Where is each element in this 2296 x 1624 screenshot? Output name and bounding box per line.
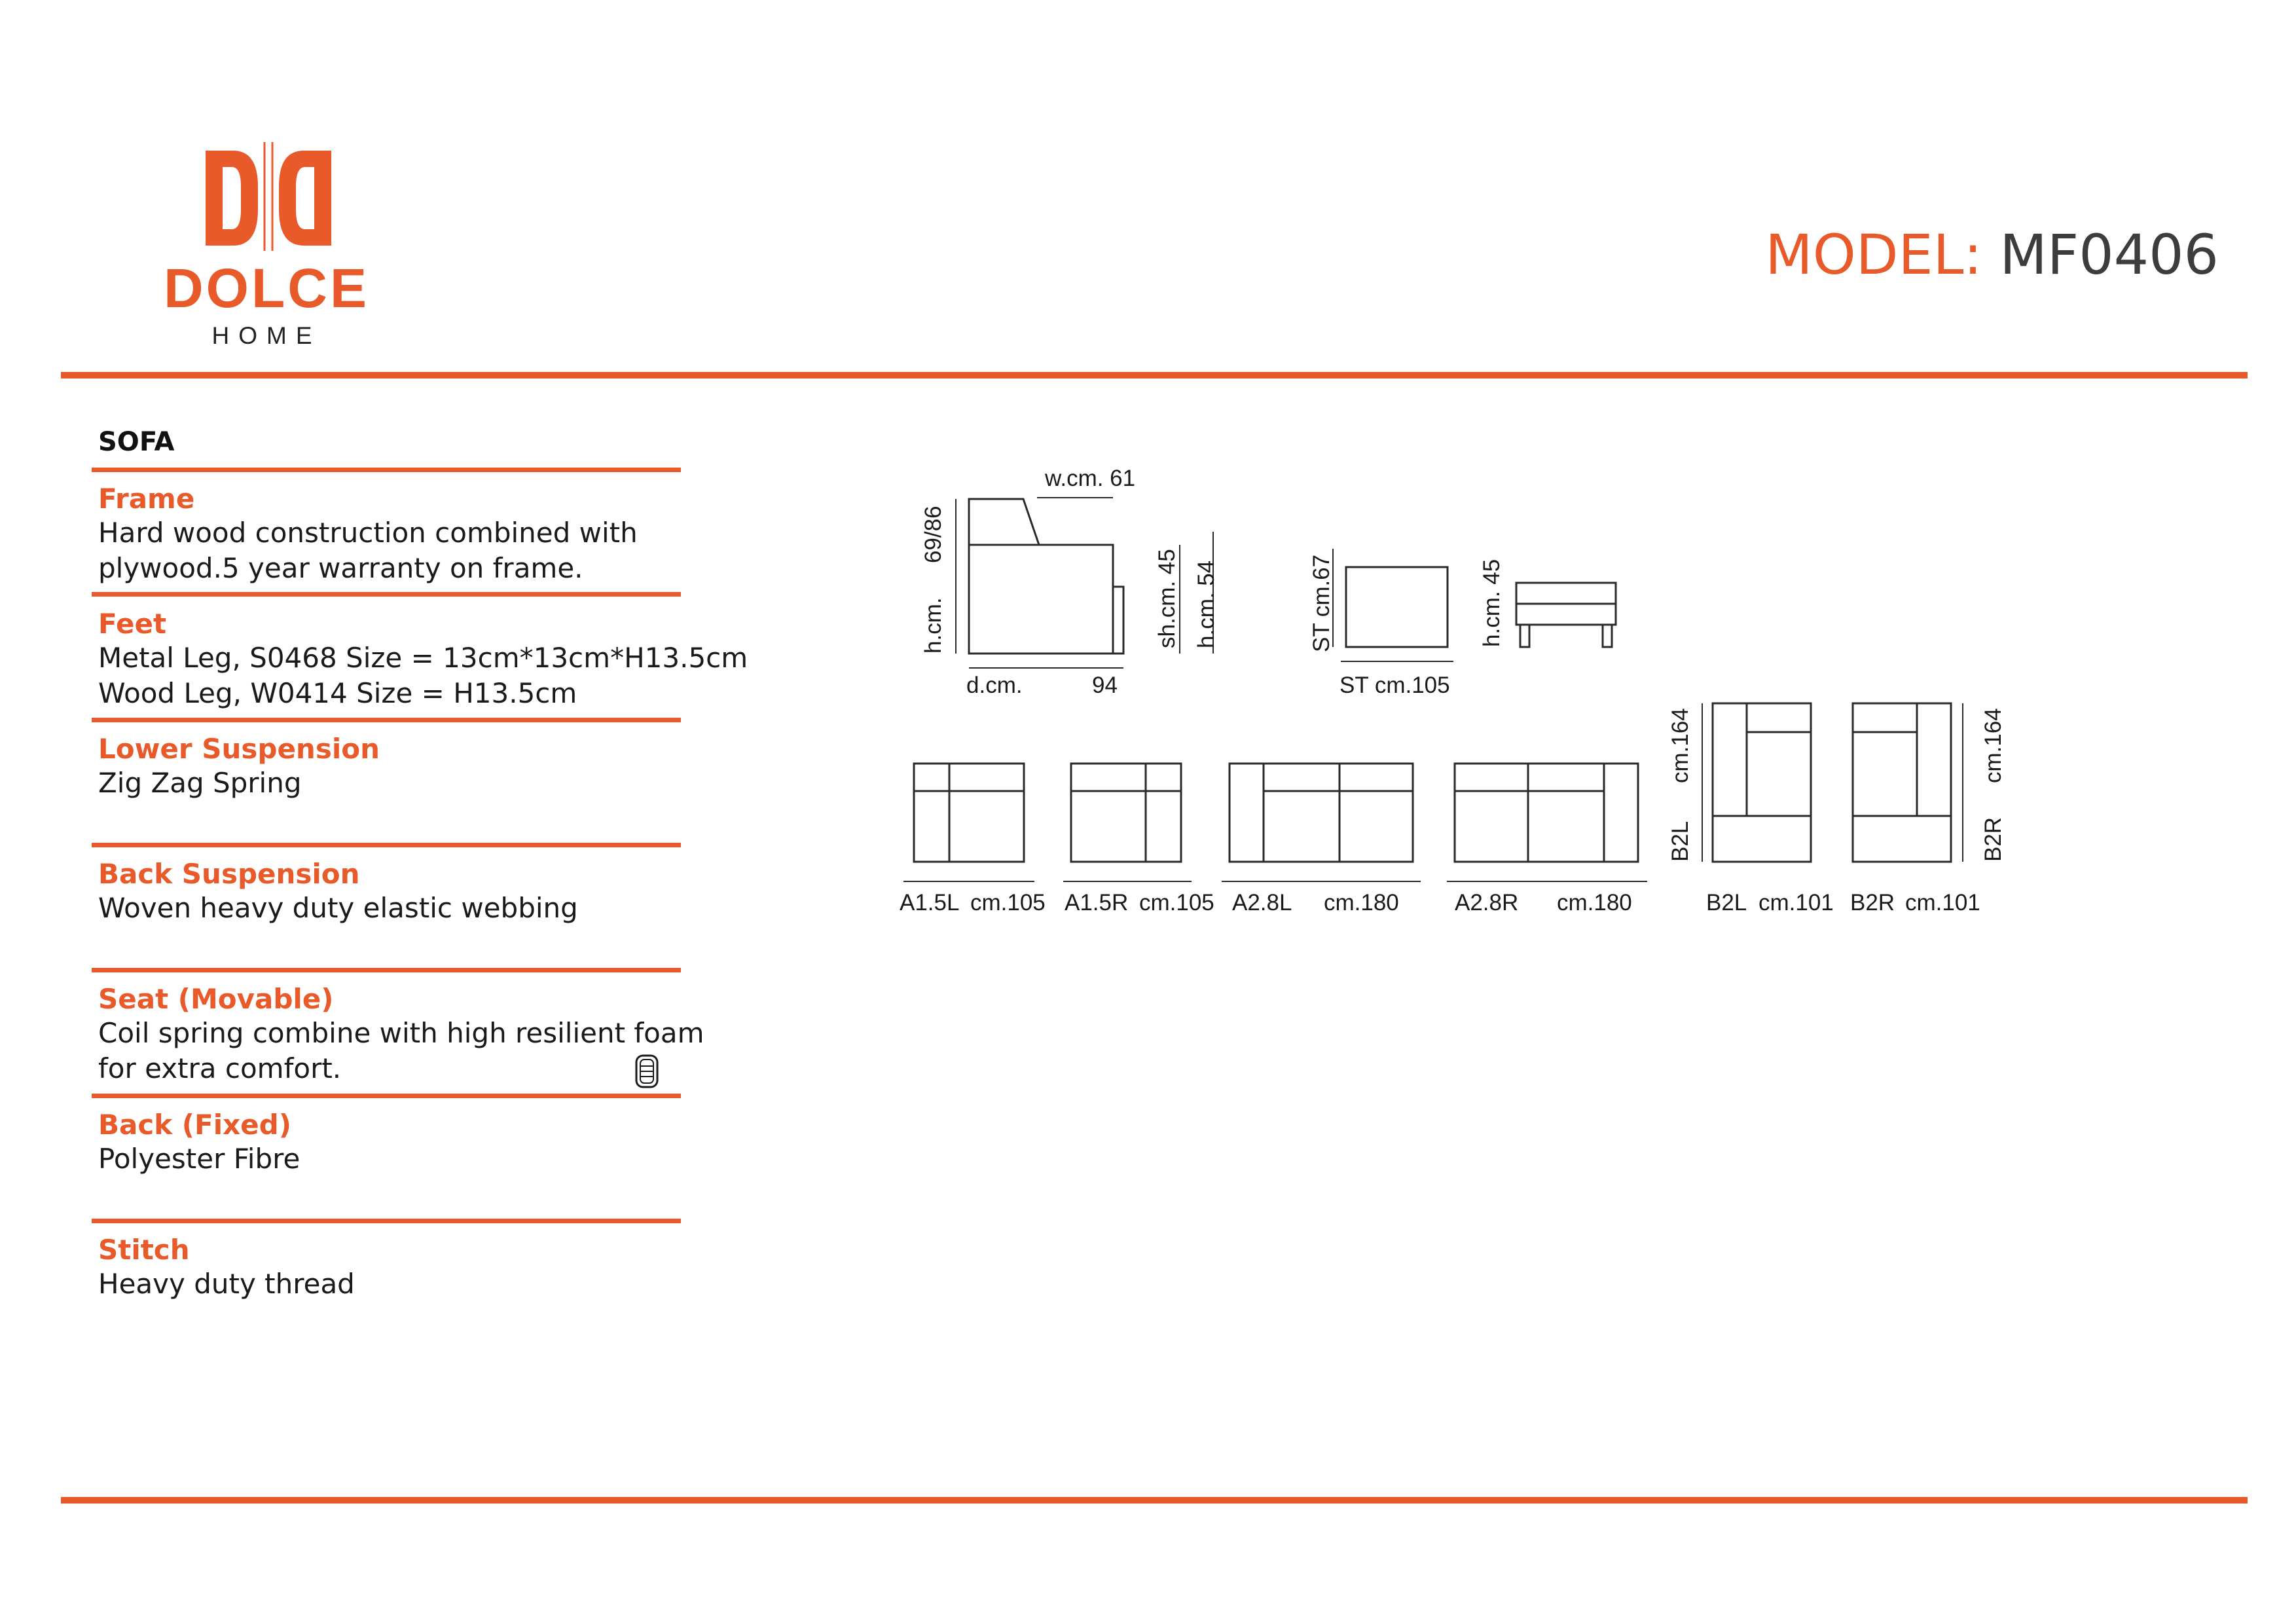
b2l-side-size: cm.164 [1667, 708, 1693, 783]
module-code: A1.5L [900, 890, 960, 915]
spec-heading-feet: Feet [98, 608, 167, 640]
spec-heading-back-suspension: Back Suspension [98, 858, 360, 890]
height-value-left: 69/86 [920, 506, 946, 563]
spec-heading-back: Back (Fixed) [98, 1109, 291, 1141]
module-code: A1.5R [1065, 890, 1129, 915]
module-a28r-drawing [1447, 764, 1647, 881]
spec-text: Wood Leg, W0414 Size = H13.5cm [98, 677, 577, 709]
spec-heading-stitch: Stitch [98, 1234, 190, 1266]
module-a15l-drawing [903, 764, 1034, 881]
ottoman-height-label: h.cm. 45 [1479, 559, 1504, 647]
spec-heading-seat: Seat (Movable) [98, 983, 334, 1015]
module-a15r-drawing [1063, 764, 1192, 881]
section-title: SOFA [98, 427, 175, 457]
b2l-side-label: B2L [1667, 821, 1693, 862]
module-size: cm.105 [1139, 890, 1214, 915]
height-right-label: h.cm. 54 [1194, 560, 1219, 648]
spec-text: Zig Zag Spring [98, 767, 302, 799]
spec-heading-lower-suspension: Lower Suspension [98, 733, 380, 765]
brand-sub: HOME [211, 322, 321, 349]
module-size: cm.101 [1758, 890, 1834, 915]
b2r-side-label: B2R [1980, 817, 2006, 862]
module-code: A2.8L [1232, 890, 1292, 915]
spec-text: Metal Leg, S0468 Size = 13cm*13cm*H13.5cm [98, 642, 748, 674]
spec-text: Woven heavy duty elastic webbing [98, 892, 578, 924]
module-code: B2R [1850, 890, 1895, 915]
stool-drawing [1333, 549, 1453, 661]
spec-text: Hard wood construction combined with [98, 517, 638, 549]
brand-name: DOLCE [164, 257, 369, 319]
height-label-left: h.cm. [920, 597, 946, 654]
b2r-side-size: cm.164 [1980, 708, 2006, 783]
module-code: A2.8R [1455, 890, 1519, 915]
depth-value: 94 [1092, 673, 1118, 698]
depth-label: d.cm. [966, 673, 1023, 698]
model-value: MF0406 [1999, 223, 2219, 287]
module-size: cm.180 [1557, 890, 1632, 915]
seat-height-label: sh.cm. 45 [1154, 549, 1180, 648]
model-label: MODEL: [1765, 223, 1982, 287]
ottoman-drawing [1516, 583, 1616, 647]
spec-text: Coil spring combine with high resilient foam [98, 1017, 704, 1049]
module-size: cm.101 [1905, 890, 1980, 915]
module-size: cm.105 [970, 890, 1046, 915]
module-code: B2L [1706, 890, 1747, 915]
stool-height-label: ST cm.67 [1309, 554, 1334, 652]
spec-text: for extra comfort. [98, 1052, 342, 1084]
spec-heading-frame: Frame [98, 483, 195, 515]
module-size: cm.180 [1324, 890, 1399, 915]
width-label: w.cm. 61 [1045, 466, 1136, 491]
stool-width-label: ST cm.105 [1339, 673, 1450, 698]
spec-text: plywood.5 year warranty on frame. [98, 552, 583, 584]
spec-text: Polyester Fibre [98, 1143, 301, 1175]
spec-text: Heavy duty thread [98, 1268, 355, 1300]
module-b2l-drawing [1702, 703, 1811, 862]
module-a28l-drawing [1222, 764, 1421, 881]
module-b2r-drawing [1853, 703, 1963, 862]
